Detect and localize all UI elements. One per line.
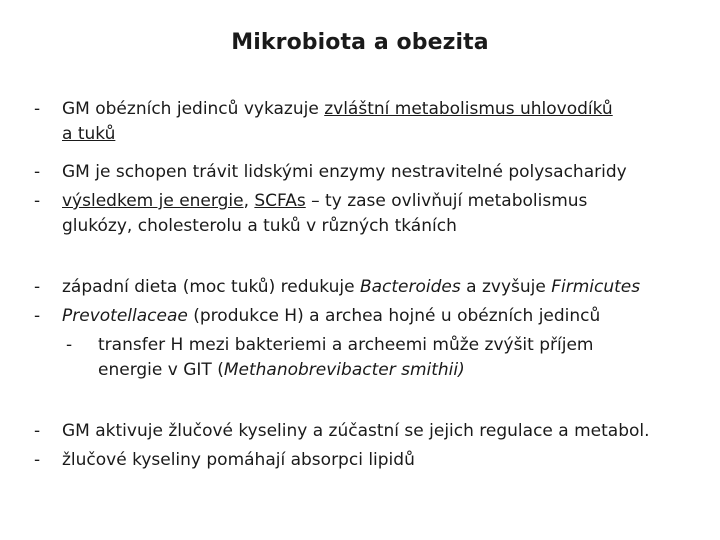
bullet-text-part: západní dieta (moc tuků) redukuje bbox=[62, 277, 360, 297]
subbullet-hydrogen-transfer bbox=[66, 333, 716, 383]
bullet-text-part: GM obézních jedinců vykazuje bbox=[62, 99, 325, 119]
bullet-text-part: energie v GIT ( bbox=[98, 360, 224, 380]
italic-term: Prevotellaceae bbox=[62, 306, 188, 326]
bullet-dash: - bbox=[34, 162, 41, 182]
italic-term: Bacteroides bbox=[359, 277, 461, 297]
bullet-dash: - bbox=[34, 191, 41, 211]
underlined-term: výsledkem je energie bbox=[62, 191, 244, 211]
bullet-dash: - bbox=[66, 335, 73, 355]
underlined-term: SCFAs bbox=[254, 191, 306, 211]
bullet-text-part: a zvyšuje bbox=[460, 277, 552, 297]
bullet-text bbox=[62, 189, 587, 239]
bullet-polysaccharides bbox=[34, 160, 714, 185]
bullet-text bbox=[62, 275, 640, 300]
slide-title: Mikrobiota a obezita bbox=[231, 30, 489, 55]
bullet-dash: - bbox=[34, 306, 41, 326]
bullet-text: GM je schopen trávit lidskými enzymy nestravitelné polysacharidy bbox=[62, 162, 627, 182]
bullet-dash: - bbox=[34, 277, 41, 297]
bullet-text-part: glukózy, cholesterolu a tuků v různých tkáních bbox=[62, 216, 457, 236]
bullet-text bbox=[62, 97, 613, 147]
bullet-energy-scfas bbox=[34, 189, 714, 239]
bullet-gm-metabolism bbox=[34, 97, 714, 147]
bullet-bile-acids-regulation bbox=[34, 419, 720, 444]
bullet-dash: - bbox=[34, 421, 41, 441]
bullet-western-diet bbox=[34, 275, 720, 300]
bullet-text-part: , bbox=[243, 191, 255, 211]
bullet-dash: - bbox=[34, 99, 41, 119]
bullet-text bbox=[98, 333, 593, 383]
underlined-term: zvláštní metabolismus uhlovodíků bbox=[324, 99, 613, 119]
italic-term: Firmicutes bbox=[551, 277, 641, 297]
bullet-text-part: (produkce H) a archea hojné u obézních jedinců bbox=[187, 306, 601, 326]
bullet-text-part: transfer H mezi bakteriemi a archeemi může zvýšit příjem bbox=[98, 335, 594, 355]
bullet-prevotellaceae bbox=[34, 304, 714, 329]
bullet-text: žlučové kyseliny pomáhají absorpci lipidů bbox=[62, 450, 415, 470]
bullet-dash: - bbox=[34, 450, 41, 470]
bullet-text: GM aktivuje žlučové kyseliny a zúčastní se jejich regulace a metabol. bbox=[62, 421, 650, 441]
bullet-text-part: – ty zase ovlivňují metabolismus bbox=[305, 191, 588, 211]
bullet-text bbox=[62, 304, 600, 329]
underlined-term: a tuků bbox=[62, 124, 116, 144]
bullet-bile-acids-absorption bbox=[34, 448, 714, 473]
italic-term: Methanobrevibacter smithii) bbox=[223, 360, 465, 380]
